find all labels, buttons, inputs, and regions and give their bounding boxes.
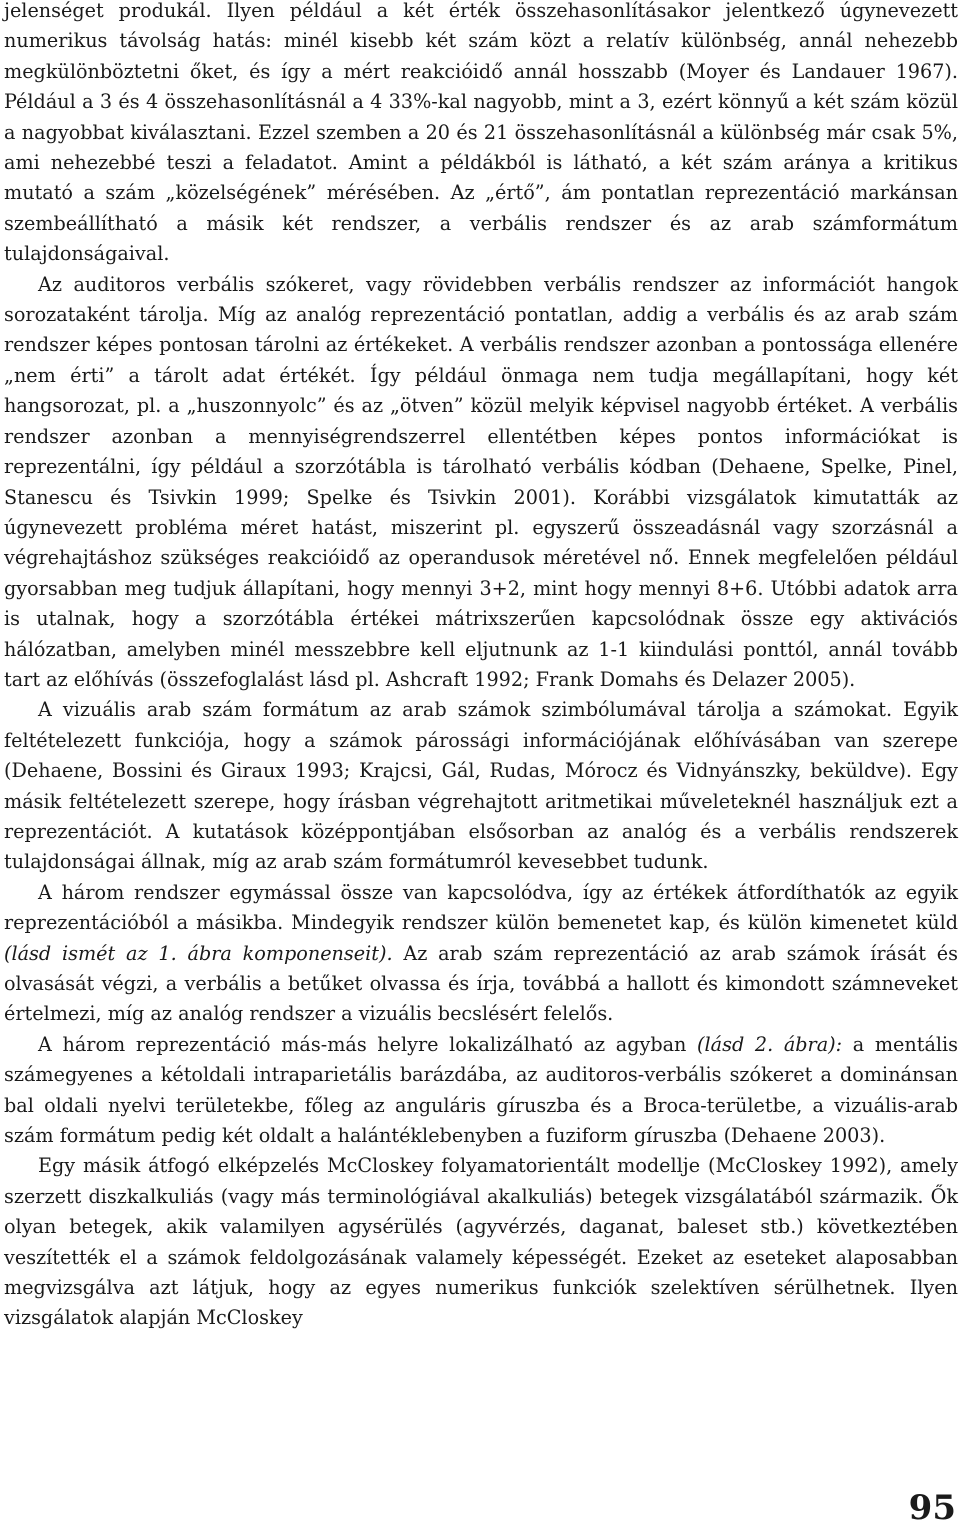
paragraph-text: Az auditoros verbális szókeret, vagy rövidebben verbális rendszer az információt hangok sorozataként tárolja. Míg az analóg reprezentáció pontatlan, addig a verbális és az arab szám rendszer képes pontosan tárolni az értékeket. A verbális rendszer azonban a pontossága ellenére „nem érti” a tárolt adat értékét. Így például önmaga nem tudja megállapítani, hogy két hangsorozat, pl. a „huszonnyolc” és az „ötven” közül melyik képvisel nagyobb értéket. A verbális rendszer azonban a mennyiségrendszerrel ellentétben képes pontos információkat is reprezentálni, így például a szorzótábla is tárolható verbális kódban (Dehaene, Spelke, Pinel, Stanescu és Tsivkin 1999; Spelke és Tsivkin 2001). Korábbi vizsgálatok kimutatták az úgynevezett probléma méret hatást, miszerint pl. egyszerű összeadásnál vagy szorzásnál a végrehajtáshoz szükséges reakcióidő az operandusok méretével nő. Ennek megfelelően például gyorsabban meg tudjuk állapítani, hogy mennyi 3+2, mint hogy mennyi 8+6. Utóbbi adatok arra is utalnak, hogy a szorzótábla értékei mátrixszerűen kapcsolódnak össze egy aktivációs hálózatban, amelyben minél messzebbre kell eljutnunk az 1-1 kiindulási ponttól, annál tovább tart az előhívás (összefoglalást lásd pl. Ashcraft 1992; Frank Domahs és Delazer 2005). — [4, 272, 958, 691]
figure-reference-italic: (lásd 2. ábra): — [697, 1032, 843, 1056]
paragraph-text: Az arab szám reprezentáció az arab számok írását és olvasását végzi, a verbális a betűket olvassa és írja, továbbá a hallott és kimondott számneveket értelmezi, míg az analóg rendszer a vizuális becslésért felelős. — [4, 941, 958, 1026]
paragraph-6 — [4, 1151, 958, 1333]
paragraph-5 — [4, 1030, 958, 1152]
paragraph-2 — [4, 270, 958, 696]
page-body — [4, 0, 958, 1334]
paragraph-text: A három reprezentáció más-más helyre lokalizálható az agyban — [38, 1032, 698, 1056]
page-number: 95 — [908, 1488, 956, 1528]
paragraph-text: Egy másik átfogó elképzelés McCloskey folyamatorientált modellje (McCloskey 1992), amely szerzett diszkalkuliás (vagy más terminológiával akalkuliás) betegek vizsgálatából származik. Ők olyan betegek, akik valamilyen agysérülés (agyvérzés, daganat, baleset stb.) következtében veszítették el a számok feldolgozásának valamely képességét. Ezeket az eseteket alaposabban megvizsgálva azt látjuk, hogy az egyes numerikus funkciók szelektíven sérülhetnek. Ilyen vizsgálatok alapján McCloskey — [4, 1154, 958, 1330]
paragraph-3 — [4, 695, 958, 877]
figure-reference-italic: (lásd ismét az 1. ábra komponenseit). — [4, 941, 393, 965]
paragraph-1 — [4, 0, 958, 270]
paragraph-text: a mentális számegyenes a kétoldali intraparietális barázdába, az auditoros-verbális szókeret a dominánsan bal oldali nyelvi területekbe, főleg az anguláris gíruszba és a Broca-területbe, a vizuális-arab szám formátum pedig két oldalt a halántéklebenyben a fuziform gíruszba (Dehaene 2003). — [4, 1032, 958, 1148]
paragraph-4 — [4, 878, 958, 1030]
paragraph-text: A három rendszer egymással össze van kapcsolódva, így az értékek átfordíthatók az egyik reprezentációból a másikba. Mindegyik rendszer külön bemenetet kap, és külön kimenetet küld — [4, 880, 958, 935]
paragraph-text: jelenséget produkál. Ilyen például a két érték összehasonlításakor jelentkező úgynevezett numerikus távolság hatás: minél kisebb két szám közt a relatív különbség, annál nehezebb megkülönböztetni őket, és így a mért reakcióidő annál hosszabb (Moyer és Landauer 1967). Például a 3 és 4 összehasonlításnál a 4 33%-kal nagyobb, mint a 3, ezért könnyű a két szám közül a nagyobbat kiválasztani. Ezzel szemben a 20 és 21 összehasonlításnál a különbség már csak 5%, ami nehezebbé teszi a feladatot. Amint a példákból is látható, a két szám aránya a kritikus mutató a szám „közelségének” mérésében. Az „értő”, ám pontatlan reprezentáció markánsan szembeállítható a másik két rendszer, a verbális rendszer és az arab számformátum tulajdonságaival. — [4, 0, 958, 266]
paragraph-text: A vizuális arab szám formátum az arab számok szimbólumával tárolja a számokat. Egyik feltételezett funkciója, hogy a számok párossági információjának előhívásában van szerepe (Dehaene, Bossini és Giraux 1993; Krajcsi, Gál, Rudas, Mórocz és Vidnyánszky, beküldve). Egy másik feltételezett szerepe, hogy írásban végrehajtott aritmetikai műveleteknél használjuk ezt a reprezentációt. A kutatások középpontjában elsősorban az analóg és a verbális rendszerek tulajdonságai állnak, míg az arab szám formátumról kevesebbet tudunk. — [4, 698, 958, 874]
